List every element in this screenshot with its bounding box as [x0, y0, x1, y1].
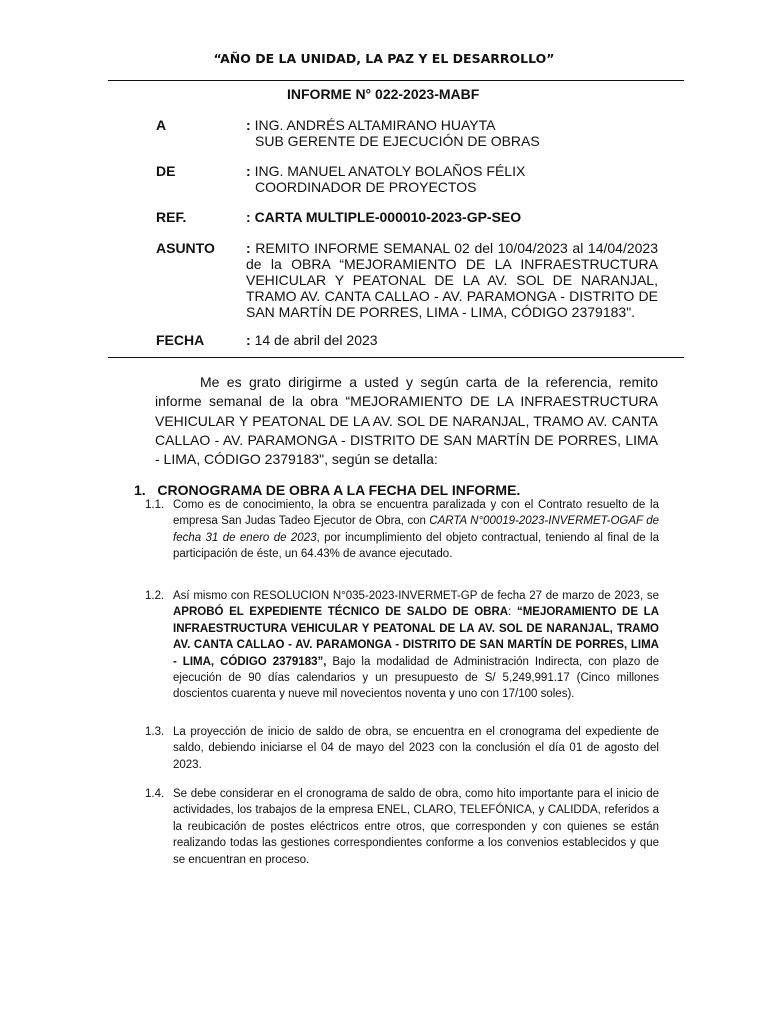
item-number: 1.4.: [145, 788, 165, 800]
section-heading: 1. CRONOGRAMA DE OBRA A LA FECHA DEL INFORME.: [134, 482, 521, 498]
year-motto: “AÑO DE LA UNIDAD, LA PAZ Y EL DESARROLLO”: [213, 51, 555, 66]
subject-label: ASUNTO: [156, 240, 215, 256]
item-number: 1.1.: [145, 499, 165, 511]
recipient-position: SUB GERENTE DE EJECUCIÓN DE OBRAS: [255, 133, 540, 149]
intro-paragraph: Me es grato dirigirme a usted y según carta de la referencia, remito informe semanal de la obra “MEJORAMIENTO DE LA INFRAESTRUCTURA VEHICULAR Y PEATONAL DE LA AV. SOL DE NARANJAL, TRAMO AV. CANTA CALLAO - AV. PARAMONGA - DISTRITO DE SAN MARTÍN DE PORRES, LIMA - LIMA, CÓDIGO 2379183", según se detalla:: [155, 374, 658, 468]
header-divider: [108, 357, 684, 358]
item-1-3-paragraph: La proyección de inicio de saldo de obra, se encuentra en el cronograma del expediente de saldo, debiendo iniciarse el 04 de mayo del 2023 con la conclusión el día 01 de agosto del 2023.: [173, 726, 659, 771]
text-run: :: [508, 606, 517, 619]
text-run: , por incumplimiento del objeto contractual, teniendo al final de la participación de éste, un 64.43% de avance ejecutado.: [173, 531, 659, 561]
colon: :: [246, 332, 251, 348]
recipient-label: A: [156, 117, 167, 133]
item-number: 1.3.: [145, 726, 165, 738]
text-run: Bajo la modalidad de Administración Indirecta, con plazo de ejecución de 90 días calendarios y un presupuesto de S/ 5,249,991.17 (Cinco millones doscientos cuarenta y nueve mil novecientos noventa y uno con 17/100 soles).: [173, 655, 659, 701]
report-title: INFORME N° 022-2023-MABF: [287, 86, 480, 102]
item-1-4-paragraph: Se debe considerar en el cronograma de saldo de obra, como hito importante para el inicio de actividades, los trabajos de la empresa ENEL, CLARO, TELEFÓNICA, y CALIDDA, referidos a la reubicación de postes eléctricos entre otros, que corresponden y con quienes se están realizando todas las gestiones correspondientes conforme a los convenios establecidos y que se encuentran en proceso.: [173, 788, 659, 866]
approval-text: APROBÓ EL EXPEDIENTE TÉCNICO DE SALDO DE OBRA: [173, 606, 509, 619]
text-run: Así mismo con RESOLUCION N°035-2023-INVERMET-GP de fecha 27 de marzo de 2023, se: [173, 590, 659, 602]
sender-label: DE: [156, 163, 176, 179]
colon: :: [246, 240, 251, 256]
text-run: Como es de conocimiento, la obra se encuentra paralizada y con el Contrato resuelto de la empresa San Judas Tadeo Ejecutor de Obra, con: [173, 499, 659, 528]
top-divider: [108, 80, 684, 81]
item-number: 1.2.: [145, 590, 165, 602]
colon: :: [246, 209, 251, 225]
subject-value: [246, 240, 658, 320]
reference-value: [246, 209, 658, 225]
date-value: [246, 332, 658, 348]
reference-text: CARTA MULTIPLE-000010-2023-GP-SEO: [254, 209, 522, 225]
sender-name: ING. MANUEL ANATOLY BOLAÑOS FÉLIX: [254, 163, 526, 179]
letter-reference: CARTA N°00019-2023-INVERMET-OGAF de fecha 31 de enero de 2023: [173, 515, 659, 544]
item-1-2-paragraph: [173, 588, 659, 703]
subject-text: REMITO INFORME SEMANAL 02 del 10/04/2023 al 14/04/2023 de la OBRA “MEJORAMIENTO DE LA INFRAESTRUCTURA VEHICULAR Y PEATONAL DE LA AV. SOL DE NARANJAL, TRAMO AV. CANTA CALLAO - AV. PARAMONGA - DISTRITO DE SAN MARTÍN DE PORRES, LIMA - LIMA, CÓDIGO 2379183".: [246, 240, 659, 320]
sender-value: [246, 163, 658, 195]
recipient-value: [246, 117, 658, 149]
date-label: FECHA: [156, 332, 205, 348]
reference-label: REF.: [156, 209, 187, 225]
sender-position: COORDINADOR DE PROYECTOS: [255, 179, 477, 195]
colon: :: [246, 117, 251, 133]
date-text: 14 de abril del 2023: [254, 332, 378, 348]
colon: :: [246, 163, 251, 179]
item-1-1-paragraph: [173, 497, 659, 563]
project-name: “MEJORAMIENTO DE LA INFRAESTRUCTURA VEHICULAR Y PEATONAL DE LA AV. SOL DE NARANJAL, TRAMO AV. CANTA CALLAO - AV. PARAMONGA - DISTRITO DE SAN MARTÍN DE PORRES, LIMA - LIMA, CÓDIGO 2379183”,: [173, 606, 659, 668]
recipient-name: ING. ANDRÉS ALTAMIRANO HUAYTA: [254, 117, 496, 133]
